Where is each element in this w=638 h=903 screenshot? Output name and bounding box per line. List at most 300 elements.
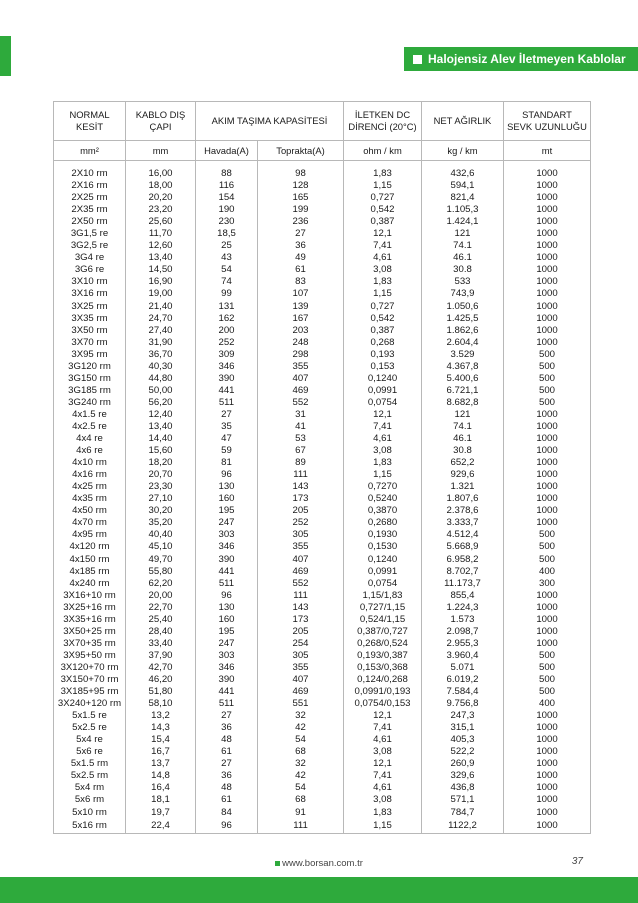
table-cell: 195	[196, 626, 258, 638]
table-cell: 3X25 rm	[54, 301, 126, 313]
table-cell: 5x16 rm	[54, 819, 126, 834]
table-header-row	[54, 102, 591, 141]
table-cell: 1.573	[422, 614, 504, 626]
table-cell: 18,1	[126, 794, 196, 806]
table-cell: 0,0991	[344, 566, 422, 578]
table-cell: 500	[504, 554, 591, 566]
square-bullet-icon	[413, 55, 422, 64]
table-cell: 441	[196, 385, 258, 397]
table-cell: 160	[196, 493, 258, 505]
table-cell: 7.584,4	[422, 686, 504, 698]
table-row	[54, 313, 591, 325]
table-cell: 62,20	[126, 578, 196, 590]
table-cell: 27	[196, 710, 258, 722]
table-cell: 3G6 re	[54, 264, 126, 276]
table-cell: 0,542	[344, 313, 422, 325]
table-cell: 18,20	[126, 457, 196, 469]
table-cell: 67	[258, 445, 344, 457]
table-cell: 3X70+35 rm	[54, 638, 126, 650]
table-cell: 36,70	[126, 349, 196, 361]
table-cell: 9.756,8	[422, 698, 504, 710]
table-cell: 205	[258, 505, 344, 517]
table-cell: 33,40	[126, 638, 196, 650]
table-cell: 303	[196, 529, 258, 541]
table-cell: 47	[196, 433, 258, 445]
table-cell: 1000	[504, 626, 591, 638]
table-cell: 500	[504, 349, 591, 361]
table-cell: 355	[258, 541, 344, 553]
table-cell: 116	[196, 180, 258, 192]
table-cell: 407	[258, 373, 344, 385]
table-cell: 50,00	[126, 385, 196, 397]
table-cell: 3,08	[344, 264, 422, 276]
table-cell: 1000	[504, 445, 591, 457]
table-cell: 96	[196, 819, 258, 834]
table-cell: 42	[258, 722, 344, 734]
table-cell: 25,40	[126, 614, 196, 626]
table-cell: 7,41	[344, 240, 422, 252]
table-cell: 469	[258, 385, 344, 397]
table-cell: 500	[504, 373, 591, 385]
table-row	[54, 517, 591, 529]
table-cell: 355	[258, 662, 344, 674]
table-row	[54, 614, 591, 626]
table-cell: 2.098,7	[422, 626, 504, 638]
table-cell: 4,61	[344, 252, 422, 264]
table-cell: 42	[258, 770, 344, 782]
table-cell: 5x1.5 rm	[54, 758, 126, 770]
table-cell: 54	[258, 782, 344, 794]
table-cell: 35,20	[126, 517, 196, 529]
table-row	[54, 554, 591, 566]
table-cell: 68	[258, 746, 344, 758]
spacer-cell	[126, 161, 196, 169]
table-cell: 91	[258, 806, 344, 818]
table-cell: 83	[258, 276, 344, 288]
table-cell: 254	[258, 638, 344, 650]
table-cell: 5.400,6	[422, 373, 504, 385]
table-cell: 4x70 rm	[54, 517, 126, 529]
table-cell: 522,2	[422, 746, 504, 758]
table-cell: 1000	[504, 734, 591, 746]
spacer-cell	[422, 161, 504, 169]
table-cell: 821,4	[422, 192, 504, 204]
table-cell: 18,00	[126, 180, 196, 192]
table-row	[54, 433, 591, 445]
table-cell: 4x95 rm	[54, 529, 126, 541]
table-cell: 1000	[504, 325, 591, 337]
table-cell: 2.955,3	[422, 638, 504, 650]
table-cell: 1000	[504, 313, 591, 325]
table-cell: 23,30	[126, 481, 196, 493]
table-row	[54, 638, 591, 650]
table-cell: 3G1,5 re	[54, 228, 126, 240]
table-row	[54, 168, 591, 180]
table-cell: 0,727	[344, 301, 422, 313]
table-cell: 3X10 rm	[54, 276, 126, 288]
table-row	[54, 566, 591, 578]
table-cell: 346	[196, 361, 258, 373]
table-cell: 25,60	[126, 216, 196, 228]
table-cell: 74.1	[422, 240, 504, 252]
table-cell: 0,1240	[344, 554, 422, 566]
table-cell: 1.425,5	[422, 313, 504, 325]
table-cell: 11.173,7	[422, 578, 504, 590]
table-cell: 42,70	[126, 662, 196, 674]
table-cell: 27,40	[126, 325, 196, 337]
table-cell: 5x2.5 rm	[54, 770, 126, 782]
table-cell: 1000	[504, 409, 591, 421]
table-cell: 25	[196, 240, 258, 252]
table-cell: 16,90	[126, 276, 196, 288]
table-cell: 5.668,9	[422, 541, 504, 553]
table-cell: 2X10 rm	[54, 168, 126, 180]
table-row	[54, 758, 591, 770]
table-cell: 4x4 re	[54, 433, 126, 445]
table-cell: 173	[258, 614, 344, 626]
table-cell: 143	[258, 602, 344, 614]
table-row	[54, 505, 591, 517]
table-cell: 1000	[504, 264, 591, 276]
table-cell: 500	[504, 686, 591, 698]
table-cell: 1000	[504, 469, 591, 481]
table-cell: 160	[196, 614, 258, 626]
unit-cell: mm	[126, 141, 196, 161]
header-iletken-dc-direnci	[344, 102, 422, 141]
table-cell: 128	[258, 180, 344, 192]
table-cell: 1,15	[344, 819, 422, 834]
table-cell: 20,00	[126, 590, 196, 602]
table-cell: 3X150+70 rm	[54, 674, 126, 686]
table-cell: 315,1	[422, 722, 504, 734]
table-cell: 1000	[504, 819, 591, 834]
table-cell: 1000	[504, 722, 591, 734]
table-cell: 131	[196, 301, 258, 313]
table-row	[54, 288, 591, 300]
table-cell: 3.529	[422, 349, 504, 361]
table-cell: 1000	[504, 252, 591, 264]
table-cell: 22,4	[126, 819, 196, 834]
table-cell: 4x16 rm	[54, 469, 126, 481]
table-cell: 49	[258, 252, 344, 264]
table-row	[54, 650, 591, 662]
table-cell: 0,0754	[344, 397, 422, 409]
cable-spec-table	[53, 101, 591, 834]
unit-cell: Havada(A)	[196, 141, 258, 161]
table-cell: 1000	[504, 806, 591, 818]
table-row	[54, 590, 591, 602]
table-cell: 45,10	[126, 541, 196, 553]
table-cell: 173	[258, 493, 344, 505]
table-cell: 35	[196, 421, 258, 433]
table-cell: 200	[196, 325, 258, 337]
table-cell: 190	[196, 204, 258, 216]
header-kablo-dis-capi	[126, 102, 196, 141]
table-cell: 1000	[504, 180, 591, 192]
table-cell: 230	[196, 216, 258, 228]
table-cell: 3X50 rm	[54, 325, 126, 337]
header-net-agirlik-text: NET AĞIRLIK	[433, 115, 492, 126]
table-row	[54, 794, 591, 806]
header-standart-sevk-uzunlugu	[504, 102, 591, 141]
table-cell: 8.682,8	[422, 397, 504, 409]
table-cell: 3X240+120 rm	[54, 698, 126, 710]
table-cell: 3G2,5 re	[54, 240, 126, 252]
table-cell: 12,1	[344, 228, 422, 240]
table-cell: 1122,2	[422, 819, 504, 834]
table-cell: 3X70 rm	[54, 337, 126, 349]
table-cell: 469	[258, 686, 344, 698]
table-cell: 405,3	[422, 734, 504, 746]
table-cell: 0,153	[344, 361, 422, 373]
table-cell: 300	[504, 578, 591, 590]
table-row	[54, 782, 591, 794]
table-cell: 552	[258, 397, 344, 409]
table-cell: 551	[258, 698, 344, 710]
table-cell: 24,70	[126, 313, 196, 325]
table-cell: 96	[196, 469, 258, 481]
table-cell: 0,268	[344, 337, 422, 349]
table-cell: 8.702,7	[422, 566, 504, 578]
table-cell: 2X25 rm	[54, 192, 126, 204]
table-cell: 54	[258, 734, 344, 746]
table-cell: 390	[196, 674, 258, 686]
table-cell: 3G240 rm	[54, 397, 126, 409]
table-row	[54, 806, 591, 818]
table-cell: 0,193/0,387	[344, 650, 422, 662]
table-cell: 6.958,2	[422, 554, 504, 566]
table-cell: 1000	[504, 782, 591, 794]
table-row	[54, 662, 591, 674]
table-cell: 500	[504, 397, 591, 409]
table-cell: 4x2.5 re	[54, 421, 126, 433]
table-cell: 11,70	[126, 228, 196, 240]
table-cell: 0,124/0,268	[344, 674, 422, 686]
table-cell: 1.807,6	[422, 493, 504, 505]
table-cell: 3,08	[344, 794, 422, 806]
table-cell: 4x50 rm	[54, 505, 126, 517]
table-cell: 1000	[504, 204, 591, 216]
table-cell: 0,2680	[344, 517, 422, 529]
table-cell: 594,1	[422, 180, 504, 192]
table-cell: 511	[196, 578, 258, 590]
table-cell: 53	[258, 433, 344, 445]
table-cell: 20,70	[126, 469, 196, 481]
table-cell: 0,727	[344, 192, 422, 204]
table-cell: 552	[258, 578, 344, 590]
table-cell: 5x4 rm	[54, 782, 126, 794]
table-cell: 7,41	[344, 421, 422, 433]
table-cell: 96	[196, 590, 258, 602]
table-cell: 5.071	[422, 662, 504, 674]
table-cell: 3,08	[344, 746, 422, 758]
table-cell: 432,6	[422, 168, 504, 180]
table-cell: 3X120+70 rm	[54, 662, 126, 674]
table-cell: 3X16+10 rm	[54, 590, 126, 602]
table-row	[54, 722, 591, 734]
table-row	[54, 674, 591, 686]
table-cell: 571,1	[422, 794, 504, 806]
table-cell: 139	[258, 301, 344, 313]
table-cell: 1000	[504, 794, 591, 806]
table-cell: 1000	[504, 337, 591, 349]
table-cell: 500	[504, 361, 591, 373]
table-cell: 436,8	[422, 782, 504, 794]
table-cell: 12,1	[344, 409, 422, 421]
table-cell: 12,60	[126, 240, 196, 252]
table-cell: 1,83	[344, 168, 422, 180]
table-cell: 15,4	[126, 734, 196, 746]
table-cell: 1000	[504, 505, 591, 517]
table-cell: 247,3	[422, 710, 504, 722]
table-cell: 61	[196, 794, 258, 806]
table-cell: 3X16 rm	[54, 288, 126, 300]
table-cell: 247	[196, 638, 258, 650]
table-cell: 4x240 rm	[54, 578, 126, 590]
table-cell: 48	[196, 782, 258, 794]
table-cell: 390	[196, 373, 258, 385]
table-cell: 0,0754/0,153	[344, 698, 422, 710]
table-cell: 1.321	[422, 481, 504, 493]
table-row	[54, 710, 591, 722]
table-cell: 5x10 rm	[54, 806, 126, 818]
table-cell: 130	[196, 602, 258, 614]
table-cell: 3G120 rm	[54, 361, 126, 373]
table-cell: 305	[258, 529, 344, 541]
table-cell: 1.105,3	[422, 204, 504, 216]
table-cell: 46.1	[422, 252, 504, 264]
table-row	[54, 469, 591, 481]
table-cell: 4x10 rm	[54, 457, 126, 469]
table-cell: 260,9	[422, 758, 504, 770]
table-row	[54, 686, 591, 698]
table-cell: 89	[258, 457, 344, 469]
table-cell: 329,6	[422, 770, 504, 782]
table-cell: 298	[258, 349, 344, 361]
table-cell: 4,61	[344, 734, 422, 746]
table-cell: 111	[258, 590, 344, 602]
table-cell: 199	[258, 204, 344, 216]
table-cell: 4x6 re	[54, 445, 126, 457]
table-row	[54, 301, 591, 313]
spacer-cell	[196, 161, 258, 169]
cable-spec-table-wrapper	[53, 101, 590, 834]
table-cell: 36	[258, 240, 344, 252]
table-cell: 27,10	[126, 493, 196, 505]
table-cell: 355	[258, 361, 344, 373]
table-row	[54, 770, 591, 782]
table-cell: 48	[196, 734, 258, 746]
spacer-cell	[504, 161, 591, 169]
table-cell: 40,30	[126, 361, 196, 373]
table-cell: 1.224,3	[422, 602, 504, 614]
table-cell: 533	[422, 276, 504, 288]
table-cell: 55,80	[126, 566, 196, 578]
table-cell: 37,90	[126, 650, 196, 662]
table-cell: 27	[196, 758, 258, 770]
table-cell: 40,40	[126, 529, 196, 541]
table-cell: 3G4 re	[54, 252, 126, 264]
table-cell: 1,15	[344, 180, 422, 192]
table-cell: 252	[196, 337, 258, 349]
table-cell: 0,3870	[344, 505, 422, 517]
table-cell: 2.378,6	[422, 505, 504, 517]
table-cell: 1000	[504, 240, 591, 252]
table-cell: 0,193	[344, 349, 422, 361]
table-cell: 54	[196, 264, 258, 276]
spacer-cell	[258, 161, 344, 169]
table-cell: 16,4	[126, 782, 196, 794]
table-cell: 5x4 re	[54, 734, 126, 746]
page-number: 37	[571, 856, 583, 867]
table-cell: 4x1.5 re	[54, 409, 126, 421]
table-cell: 1000	[504, 433, 591, 445]
table-row	[54, 349, 591, 361]
table-cell: 195	[196, 505, 258, 517]
table-cell: 81	[196, 457, 258, 469]
table-cell: 6.721,1	[422, 385, 504, 397]
table-cell: 4,61	[344, 782, 422, 794]
table-cell: 30.8	[422, 445, 504, 457]
table-row	[54, 626, 591, 638]
table-cell: 167	[258, 313, 344, 325]
bottom-green-bar	[0, 877, 638, 903]
table-cell: 14,3	[126, 722, 196, 734]
table-cell: 84	[196, 806, 258, 818]
table-cell: 13,40	[126, 252, 196, 264]
header-normal-kesit-text: NORMAL KESİT	[69, 109, 110, 132]
table-cell: 14,8	[126, 770, 196, 782]
table-cell: 1000	[504, 590, 591, 602]
table-cell: 0,5240	[344, 493, 422, 505]
table-cell: 4x185 rm	[54, 566, 126, 578]
table-cell: 121	[422, 409, 504, 421]
table-cell: 4.367,8	[422, 361, 504, 373]
table-cell: 236	[258, 216, 344, 228]
table-cell: 1.050,6	[422, 301, 504, 313]
unit-cell: ohm / km	[344, 141, 422, 161]
table-cell: 1000	[504, 517, 591, 529]
table-row	[54, 734, 591, 746]
table-cell: 1,83	[344, 457, 422, 469]
header-net-agirlik	[422, 102, 504, 141]
table-row	[54, 541, 591, 553]
table-cell: 500	[504, 662, 591, 674]
table-cell: 1.862,6	[422, 325, 504, 337]
table-cell: 309	[196, 349, 258, 361]
table-row	[54, 228, 591, 240]
section-title: Halojensiz Alev İletmeyen Kablolar	[428, 52, 626, 66]
table-cell: 27	[196, 409, 258, 421]
table-cell: 1000	[504, 192, 591, 204]
table-cell: 1000	[504, 710, 591, 722]
table-cell: 13,40	[126, 421, 196, 433]
table-cell: 3X35+16 rm	[54, 614, 126, 626]
table-cell: 1000	[504, 770, 591, 782]
table-cell: 929,6	[422, 469, 504, 481]
table-row	[54, 819, 591, 834]
table-cell: 346	[196, 662, 258, 674]
table-cell: 511	[196, 698, 258, 710]
table-cell: 19,7	[126, 806, 196, 818]
table-cell: 88	[196, 168, 258, 180]
table-cell: 4x35 rm	[54, 493, 126, 505]
table-cell: 0,727/1,15	[344, 602, 422, 614]
table-cell: 30,20	[126, 505, 196, 517]
table-cell: 0,387/0,727	[344, 626, 422, 638]
header-normal-kesit	[54, 102, 126, 141]
table-cell: 441	[196, 686, 258, 698]
